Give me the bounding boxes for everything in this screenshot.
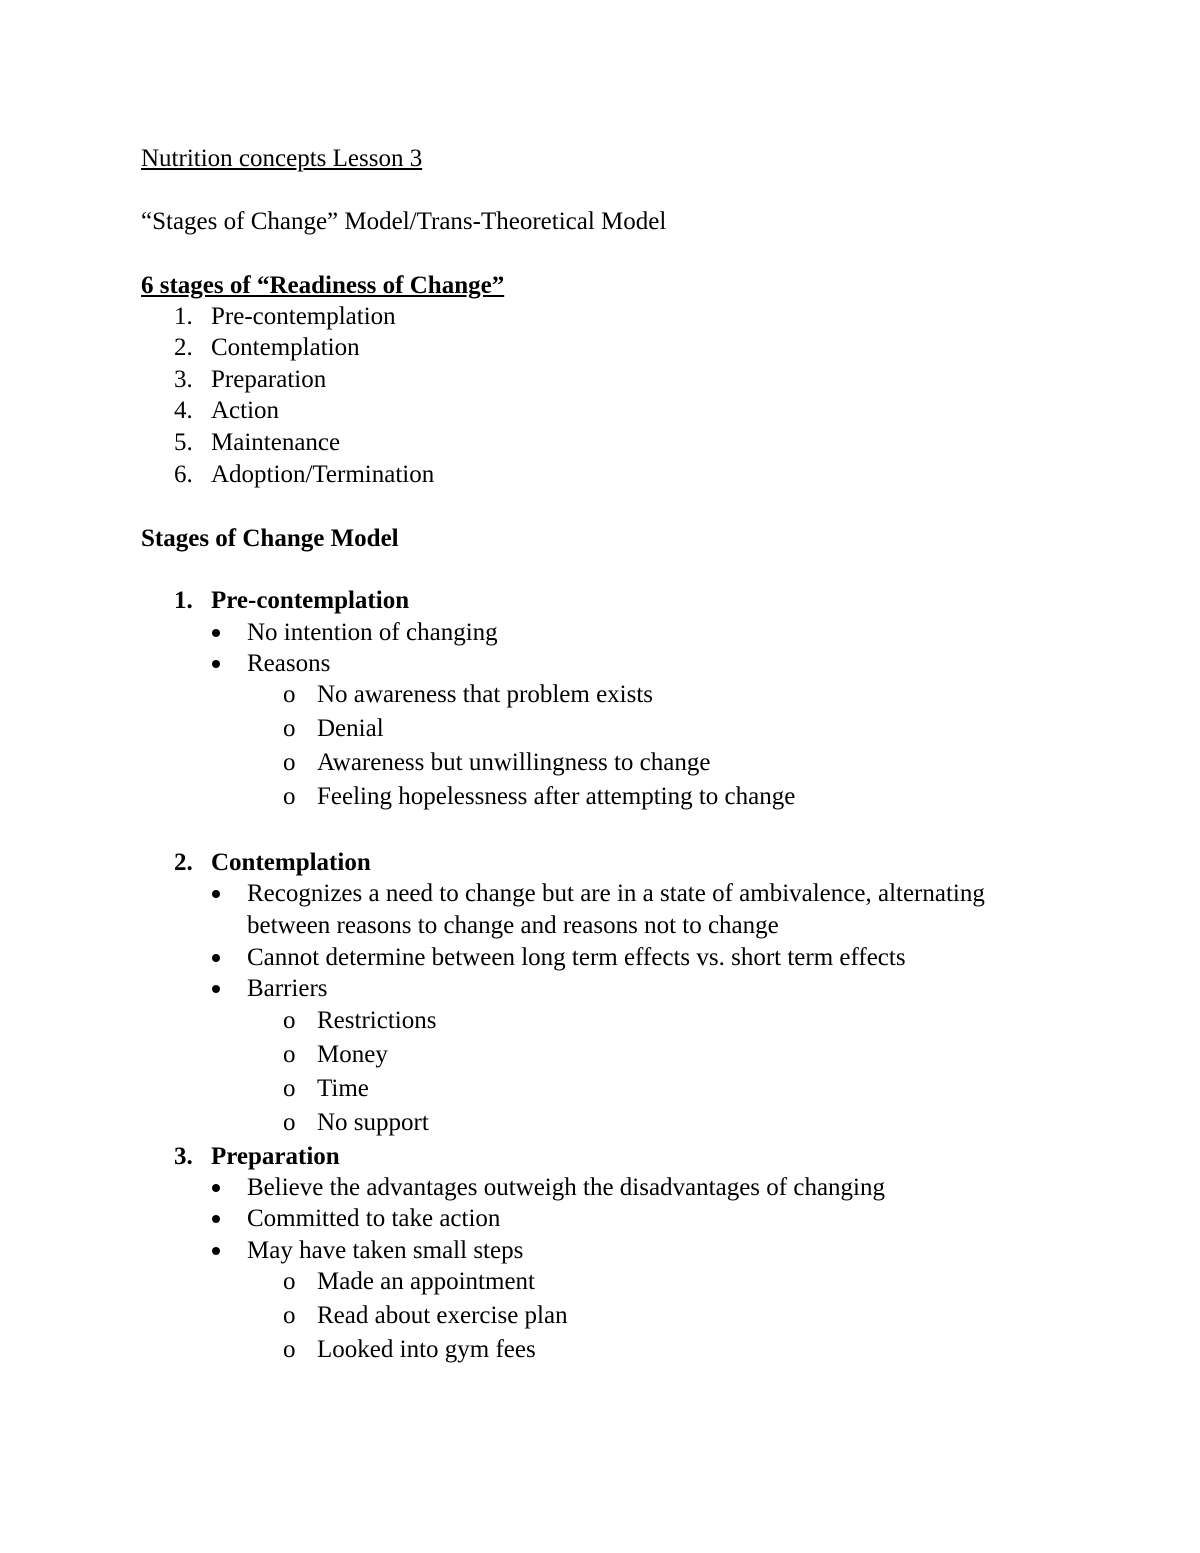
- hollow-bullet-icon: o: [283, 783, 296, 810]
- hollow-bullet-icon: o: [283, 1109, 296, 1136]
- bullet-icon: [212, 1184, 220, 1192]
- bullet-icon: [212, 1247, 220, 1255]
- hollow-bullet-icon: o: [283, 1075, 296, 1102]
- document-title: Nutrition concepts Lesson 3: [141, 145, 423, 172]
- model-heading: Stages of Change Model: [141, 525, 399, 552]
- hollow-bullet-icon: o: [283, 1268, 296, 1295]
- bullet-icon: [212, 660, 220, 668]
- hollow-bullet-icon: o: [283, 1007, 296, 1034]
- hollow-bullet-icon: o: [283, 1302, 296, 1329]
- bullet-icon: [212, 1215, 220, 1223]
- bullet-icon: [212, 629, 220, 637]
- hollow-bullet-icon: o: [283, 1041, 296, 1068]
- hollow-bullet-icon: o: [283, 715, 296, 742]
- bullet-icon: [212, 954, 220, 962]
- bullet-icon: [212, 985, 220, 993]
- document-subtitle: “Stages of Change” Model/Trans-Theoretical Model: [141, 208, 667, 235]
- bullet-icon: [212, 890, 220, 898]
- hollow-bullet-icon: o: [283, 749, 296, 776]
- readiness-heading: 6 stages of “Readiness of Change”: [141, 272, 505, 299]
- document-page: Nutrition concepts Lesson 3 “Stages of Change” Model/Trans-Theoretical Model 6 stages of “Readiness of Change” 1. Pre-contemplation 2. Contemplation 3. Preparation 4. Action 5. Maintenance 6. Adoption/Termination Stages of Change Model 1. Pre-contemplation No intention of changing Reasons o No awareness that problem exists o Denial o Awareness but unwillingness to change o Feeling hopelessness after attempting to change 2. Contemplation Recognizes a need to change but are in a state of ambivalence, alternating between reasons to change and reasons not to change Cannot determine between long term effects vs. short term effects Barriers o Restrictions o Money o Time o No support 3. Preparation Believe the advantages outweigh the disadvantages of changing Committed to take action May have taken small steps o Made an appointment o Read about exercise plan o Looked into gym fees: [0, 0, 1200, 1553]
- hollow-bullet-icon: o: [283, 1336, 296, 1363]
- hollow-bullet-icon: o: [283, 681, 296, 708]
